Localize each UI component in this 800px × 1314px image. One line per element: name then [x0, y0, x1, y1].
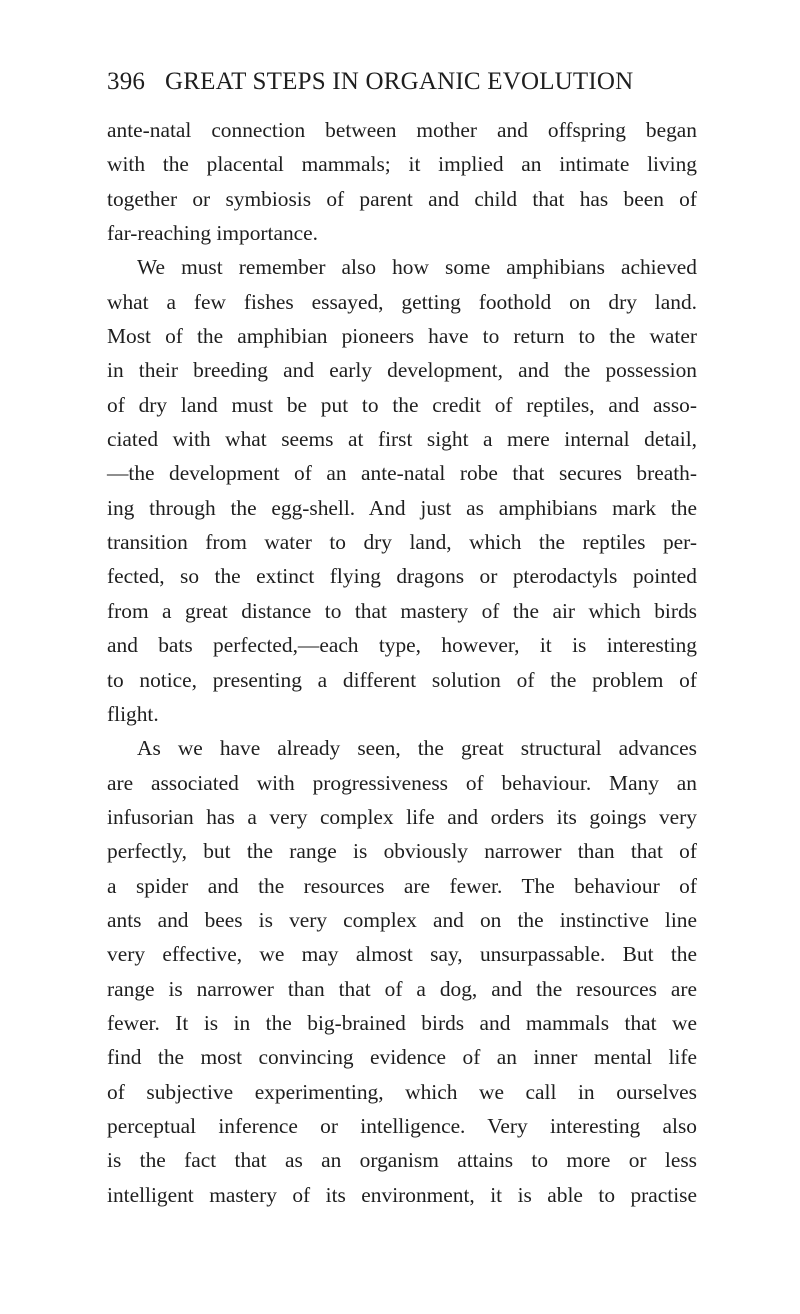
text-line: We must remember also how some amphibians achieved: [137, 255, 697, 280]
page-number: 396: [107, 68, 146, 95]
text-line: find the most convincing evidence of an inner mental life: [107, 1045, 697, 1070]
text-line: is the fact that as an organism attains to more or less: [107, 1148, 697, 1173]
text-line: from a great distance to that mastery of the air which birds: [107, 598, 697, 623]
running-header: [107, 62, 697, 102]
text-line: ante-natal connection between mother and offspring began: [107, 118, 697, 142]
text-line: perceptual inference or intelligence. Very interesting also: [107, 1113, 697, 1138]
text-line: together or symbiosis of parent and child that has been of: [107, 186, 697, 211]
text-line: range is narrower than that of a dog, and the resources are: [107, 976, 697, 1001]
text-line: are associated with progressiveness of behaviour. Many an: [107, 770, 697, 795]
text-line: very effective, we may almost say, unsurpassable. But the: [107, 942, 697, 967]
text-line: of subjective experimenting, which we call in ourselves: [107, 1079, 697, 1104]
text-line: far-reaching importance.: [107, 221, 318, 246]
running-title: GREAT STEPS IN ORGANIC EVOLUTION: [165, 68, 634, 95]
text-line: ants and bees is very complex and on the instinctive line: [107, 907, 697, 932]
text-line: transition from water to dry land, which the reptiles per-: [107, 530, 697, 555]
text-line: and bats perfected,—each type, however, it is interesting: [107, 633, 697, 658]
body-text: [107, 113, 697, 1212]
text-line: fected, so the extinct flying dragons or pterodactyls pointed: [107, 564, 697, 589]
text-line: with the placental mammals; it implied an intimate living: [107, 152, 697, 177]
text-line: in their breeding and early development, and the possession: [107, 358, 697, 383]
text-line: what a few fishes essayed, getting foothold on dry land.: [107, 289, 697, 314]
text-line: to notice, presenting a different solution of the problem of: [107, 667, 697, 692]
text-line: ing through the egg-shell. And just as amphibians mark the: [107, 495, 697, 520]
text-line: a spider and the resources are fewer. The behaviour of: [107, 873, 697, 898]
text-line: infusorian has a very complex life and orders its goings very: [107, 804, 697, 829]
text-line: intelligent mastery of its environment, it is able to practise: [107, 1182, 697, 1207]
text-line: As we have already seen, the great structural advances: [137, 736, 697, 761]
text-line: —the development of an ante-natal robe that secures breath-: [107, 461, 697, 486]
text-line: of dry land must be put to the credit of reptiles, and asso-: [107, 392, 697, 417]
text-line: flight.: [107, 701, 159, 726]
text-line: perfectly, but the range is obviously narrower than that of: [107, 839, 697, 864]
text-line: fewer. It is in the big-brained birds and mammals that we: [107, 1010, 697, 1035]
text-line: ciated with what seems at first sight a mere internal detail,: [107, 427, 697, 452]
text-line: Most of the amphibian pioneers have to return to the water: [107, 324, 697, 349]
